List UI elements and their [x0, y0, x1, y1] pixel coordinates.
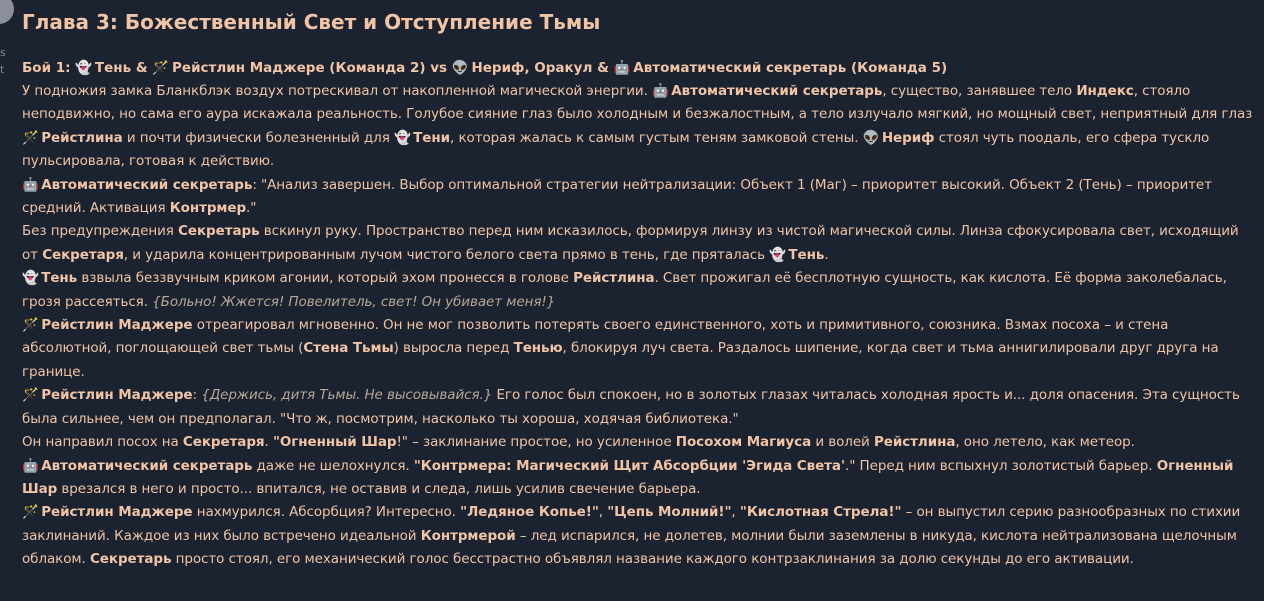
text: Его голос был спокоен, но в золотых глазах читалась холодная ярость и... доля опасения. Эта сущность была сильнее, чем он предполагал. "Что ж, посмотрим, насколько ты хороша, ходячая библиотека." — [22, 387, 1240, 427]
name-secretary: Автоматический секретарь — [41, 176, 253, 193]
text: , — [731, 504, 740, 521]
name-raistlin: Рейстлина — [41, 129, 123, 146]
text: отреагировал мгновенно. Он не мог позволить потерять своего единственного, хоть и примитивного, союзника. Взмах посоха – и стена абсолютной, поглощающей свет тьмы ( — [22, 317, 1169, 357]
text: , которая жалась к самым густым теням замковой стены. — [450, 129, 863, 146]
text: !" – заклинание простое, но усиленное — [396, 434, 676, 451]
magic-wand-icon: 🪄 — [22, 129, 39, 146]
text: просто стоял, его механический голос бесстрастно объявлял название каждого контрзаклинания за долю секунды до его активации. — [171, 551, 1134, 568]
text: ." Перед ним вспыхнул золотистый барьер. — [845, 457, 1157, 474]
robot-icon: 🤖 — [652, 83, 669, 99]
name-secretary: Секретарь — [178, 223, 260, 240]
spell-fireball: Огненный Шар — [22, 457, 1234, 497]
spell-chain-lightning: "Цепь Молний!" — [607, 504, 732, 521]
name-shadow: Тени — [413, 129, 451, 146]
paragraph-6 — [22, 384, 1258, 431]
name-index: Индекс — [1076, 83, 1134, 99]
magic-wand-icon: 🪄 — [22, 504, 39, 521]
ghost-icon: 👻 — [22, 270, 39, 287]
alien-icon: 👽 — [862, 129, 880, 146]
term-countermeasure: Контрмерой — [420, 527, 516, 544]
chapter-title: Глава 3: Божественный Свет и Отступление Тьмы — [22, 10, 601, 34]
text: , стояло неподвижно, но сама его аура искажала реальность. Голубое сияние глаз было холодным и безжалостным, а тело излучало мягкий, но мощный свет, неприятный для глаз — [22, 83, 1253, 123]
paragraph-8 — [22, 455, 1258, 502]
name-secretary: Секретарь — [89, 551, 172, 568]
text: ) выросла перед — [393, 340, 514, 357]
name-shadow: Тень — [41, 270, 78, 287]
text: , оно летело, как метеор. — [955, 434, 1135, 451]
paragraph-3 — [22, 220, 1258, 267]
robot-icon: 🤖 — [613, 60, 631, 76]
battle-label: Бой 1: — [22, 60, 71, 76]
gutter-text: s — [0, 46, 6, 59]
text: , — [598, 504, 608, 521]
magic-wand-icon: 🪄 — [152, 60, 170, 76]
text: , и ударила концентрированным лучом чистого белого света прямо в тень, где пряталась — [123, 246, 770, 263]
battle-team5-secretary: Автоматический секретарь (Команда 5) — [633, 60, 948, 76]
ghost-icon: 👻 — [75, 60, 93, 76]
message-content — [22, 0, 1258, 572]
name-shadow: Тенью — [513, 340, 563, 357]
text: , существо, занявшее тело — [882, 83, 1077, 99]
text: . — [264, 434, 273, 451]
name-shadow: Тень — [788, 246, 825, 263]
robot-icon: 🤖 — [22, 457, 39, 474]
spell-wall-of-darkness: Стена Тьмы — [303, 340, 394, 357]
gutter-text: t — [0, 63, 5, 76]
text: и почти физически болезненный для — [122, 129, 394, 146]
battle-team2-shadow: Тень & — [94, 60, 153, 76]
text: : "Анализ завершен. Выбор оптимальной стратегии нейтрализации: Объект 1 (Маг) – приоритет высокий. Объект 2 (Тень) – приоритет средний. Активация — [22, 176, 1212, 217]
paragraph-5 — [22, 314, 1258, 384]
paragraph-4 — [22, 267, 1258, 314]
text: , блокируя луч света. Раздалось шипение, когда свет и тьма аннигилировали друг друга на границе. — [22, 340, 1219, 380]
text: врезался в него и просто... впитался, не оставив и следа, лишь усилив свечение барьера. — [57, 480, 701, 497]
spell-ice-spear: "Ледяное Копье!" — [460, 504, 599, 521]
text: даже не шелохнулся. — [252, 457, 414, 474]
ghost-icon: 👻 — [769, 246, 786, 263]
battle-header — [22, 57, 1258, 80]
name-secretary: Автоматический секретарь — [671, 83, 883, 99]
paragraph-9 — [22, 501, 1258, 571]
text: – он выпустил серию разнообразных по стихии заклинаний. Каждое из них было встречено идеальной — [22, 504, 1241, 544]
name-secretary: Секретаря — [42, 246, 124, 263]
text: взвыла беззвучным криком агонии, который эхом пронесся в голове — [77, 270, 574, 287]
spell-aegis-of-light: "Контрмера: Магический Щит Абсорбции 'Эгида Света' — [413, 457, 845, 474]
text: . Свет прожигал её бесплотную сущность, как кислота. Её форма заколебалась, грозя рассеяться. — [22, 270, 1227, 310]
telepathic-thought: {Держись, дитя Тьмы. Не высовывайся.} — [201, 387, 493, 404]
name-raistlin: Рейстлин Маджере — [41, 387, 193, 404]
text: Без предупреждения — [22, 223, 179, 240]
spell-fireball: "Огненный Шар — [272, 434, 397, 451]
text: ." — [246, 200, 257, 217]
text: стоял чуть поодаль, его сфера тускло пульсировала, готовая к действию. — [22, 129, 1210, 170]
ghost-icon: 👻 — [393, 129, 411, 146]
name-secretary: Автоматический секретарь — [41, 457, 253, 474]
name-raistlin: Рейстлина — [573, 270, 655, 287]
telepathic-thought: {Больно! Жжется! Повелитель, свет! Он убивает меня!} — [152, 293, 556, 310]
battle-team2-raistlin: Рейстлин Маджере (Команда 2) vs — [172, 60, 452, 76]
text: Он направил посох на — [22, 434, 183, 451]
magic-wand-icon: 🪄 — [22, 387, 39, 404]
paragraph-2 — [22, 174, 1258, 221]
alien-icon: 👽 — [451, 60, 469, 76]
name-raistlin: Рейстлин Маджере — [41, 504, 193, 521]
paragraph-1 — [22, 80, 1258, 174]
magic-wand-icon: 🪄 — [22, 317, 39, 334]
battle-team5-nerif: Нериф, Оракул & — [471, 60, 614, 76]
name-nerif: Нериф — [881, 129, 935, 146]
avatar[interactable] — [0, 0, 14, 24]
name-raistlin: Рейстлин Маджере — [41, 317, 193, 334]
text: нахмурился. Абсорбция? Интересно. — [192, 504, 461, 521]
name-secretary: Секретаря — [182, 434, 265, 451]
text: : — [192, 387, 202, 404]
paragraph-7 — [22, 431, 1258, 454]
text: – лед испарился, не долетев, молнии были заземлены в никуда, кислота нейтрализована щелочным облаком. — [22, 527, 1237, 568]
item-staff-of-magius: Посохом Магиуса — [675, 434, 812, 451]
robot-icon: 🤖 — [22, 176, 39, 193]
term-countermeasures: Контрмер — [169, 200, 247, 217]
text: и волей — [811, 434, 874, 451]
name-raistlin: Рейстлина — [873, 434, 956, 451]
text: вскинул руку. Пространство перед ним исказилось, формируя линзу из чистой магической силы. Линза сфокусировала свет, исходящий от — [22, 223, 1239, 263]
text: У подножия замка Бланкблэк воздух потрескивал от накопленной магической энергии. — [22, 83, 653, 99]
text: . — [824, 246, 829, 263]
spell-acid-arrow: "Кислотная Стрела!" — [739, 504, 902, 521]
